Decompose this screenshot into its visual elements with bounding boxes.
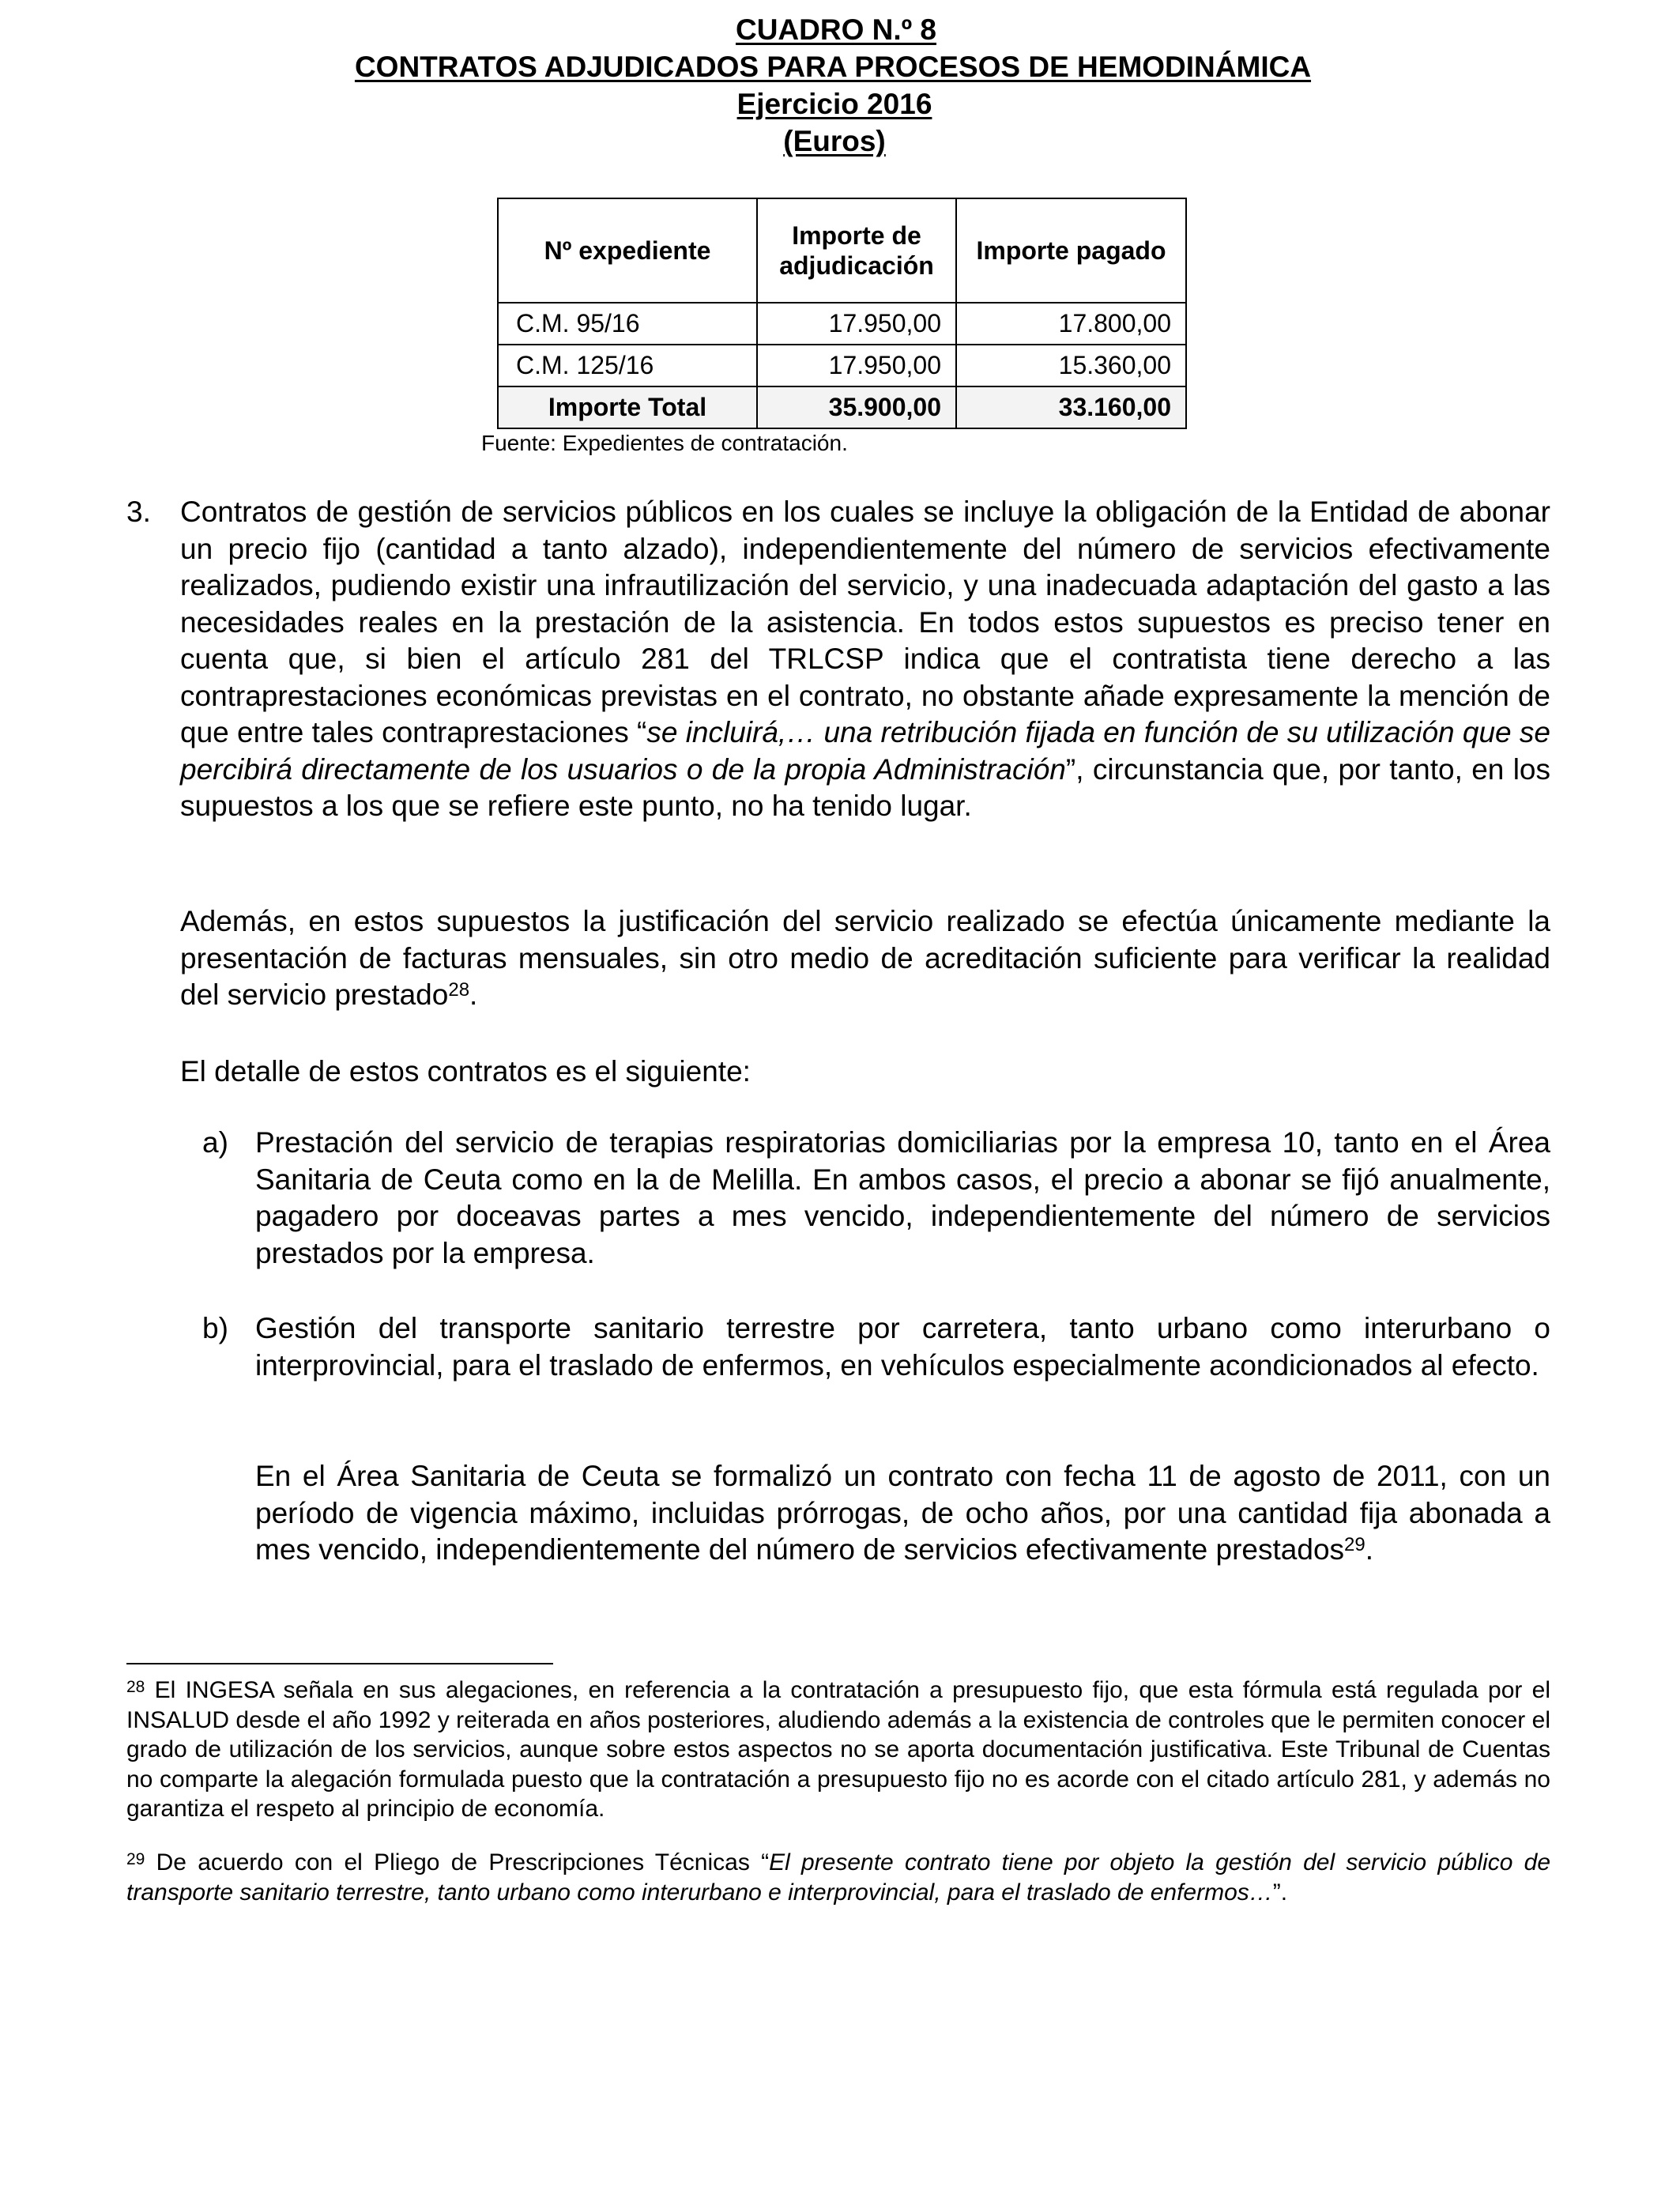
ademas-text: Además, en estos supuestos la justificación del servicio realizado se efectúa únicamente mediante la presentación de facturas mensuales, sin otro medio de acreditación suficiente para verificar la realidad del servicio prestado [180,905,1550,1011]
footnote-28 [126,1676,1550,1824]
header-expediente: Nº expediente [498,198,757,303]
list-marker-b: b) [202,1312,228,1344]
total-adjudicacion: 35.900,00 [757,386,956,428]
header-adjudicacion: Importe de adjudicación [757,198,956,303]
footnote-29 [126,1848,1550,1907]
footnote-quote: El presente contrato tiene por objeto la gestión del servicio público de transporte sanitario terrestre, tanto urbano como interurbano e interprovincial, para el traslado de enfermos… [126,1849,1550,1906]
list-item-b-ceuta [255,1458,1550,1569]
cell-expediente: C.M. 125/16 [498,345,757,386]
list-item-b: Gestión del transporte sanitario terrestre por carretera, tanto urbano como interurbano o interprovincial, para el traslado de enfermos, en vehículos especialmente acondicionados al efecto. [255,1312,1550,1382]
footnote-ref-28[interactable]: 28 [448,979,470,1001]
intro-after-quote: ”, circunstancia que, por tanto, en los supuestos a los que se refiere este punto, no ha tenido lugar. [180,752,1550,822]
ademas-end: . [469,978,478,1011]
section-paragraph-intro [180,494,1550,825]
table-caption [0,11,1680,160]
cell-adjudicacion: 17.950,00 [757,345,956,386]
caption-unit: (Euros) [783,125,886,157]
contracts-table [497,198,1187,429]
table-total-row [498,386,1186,428]
ceuta-end: . [1365,1533,1373,1566]
cell-expediente: C.M. 95/16 [498,303,757,345]
cell-pagado: 15.360,00 [956,345,1186,386]
footnote-separator [126,1663,553,1664]
footnote-number: 28 [126,1678,145,1696]
cell-pagado: 17.800,00 [956,303,1186,345]
table-row [498,303,1186,345]
cell-adjudicacion: 17.950,00 [757,303,956,345]
ceuta-text: En el Área Sanitaria de Ceuta se formalizó un contrato con fecha 11 de agosto de 2011, con un período de vigencia máximo, incluidas prórrogas, de ocho años, por una cantidad fija abonada a mes vencido, independientemente del número de servicios efectivamente prestados [255,1460,1550,1566]
caption-title: CONTRATOS ADJUDICADOS PARA PROCESOS DE HEMODINÁMICA [354,51,1312,83]
footnote-number: 29 [126,1850,145,1868]
footnote-end: ”. [1272,1879,1288,1906]
total-pagado: 33.160,00 [956,386,1186,428]
section-paragraph-detalle: El detalle de estos contratos es el siguiente: [180,1055,751,1088]
table-source: Fuente: Expedientes de contratación. [481,431,848,455]
total-label: Importe Total [498,386,757,428]
footnote-ref-29[interactable]: 29 [1344,1534,1365,1555]
table-header-row [498,198,1186,303]
header-pagado: Importe pagado [956,198,1186,303]
intro-quote: se incluirá,… una retribución fijada en función de su utilización que se percibirá directamente de los usuarios o de la propia Administración [180,716,1550,786]
section-number: 3. [126,496,151,528]
footnote-text: El INGESA señala en sus alegaciones, en referencia a la contratación a presupuesto fijo, que esta fórmula está regulada por el INSALUD desde el año 1992 y reiterada en años posteriores, aludiendo además a la existencia de controles que le permiten conocer el grado de utilización de los servicios, aunque sobre estos aspectos no se aporta documentación justificativa. Este Tribunal de Cuentas no comparte la alegación formulada puesto que la contratación a presupuesto fijo no es acorde con el citado artículo 281, y además no garantiza el respeto al principio de economía. [126,1677,1550,1822]
table-row [498,345,1186,386]
section-paragraph-ademas [180,903,1550,1014]
caption-year: Ejercicio 2016 [736,88,932,120]
list-marker-a: a) [202,1126,228,1159]
caption-number: CUADRO N.º 8 [735,13,937,46]
footnote-text: De acuerdo con el Pliego de Prescripciones Técnicas “ [145,1849,770,1875]
list-item-a: Prestación del servicio de terapias respiratorias domiciliarias por la empresa 10, tanto en el Área Sanitaria de Ceuta como en la de Melilla. En ambos casos, el precio a abonar se fijó anualmente, pagadero por doceavas partes a mes vencido, independientemente del número de servicios prestados por la empresa. [255,1126,1550,1269]
intro-text: Contratos de gestión de servicios públicos en los cuales se incluye la obligación de la Entidad de abonar un precio fijo (cantidad a tanto alzado), independientemente del número de servicios efectivamente realizados, pudiendo existir una infrautilización del servicio, y una inadecuada adaptación del gasto a las necesidades reales en la prestación de la asistencia. En todos estos supuestos es preciso tener en cuenta que, si bien el artículo 281 del TRLCSP indica que el contratista tiene derecho a las contraprestaciones económicas previstas en el contrato, no obstante añade expresamente la mención de que entre tales contraprestaciones “ [180,496,1550,748]
